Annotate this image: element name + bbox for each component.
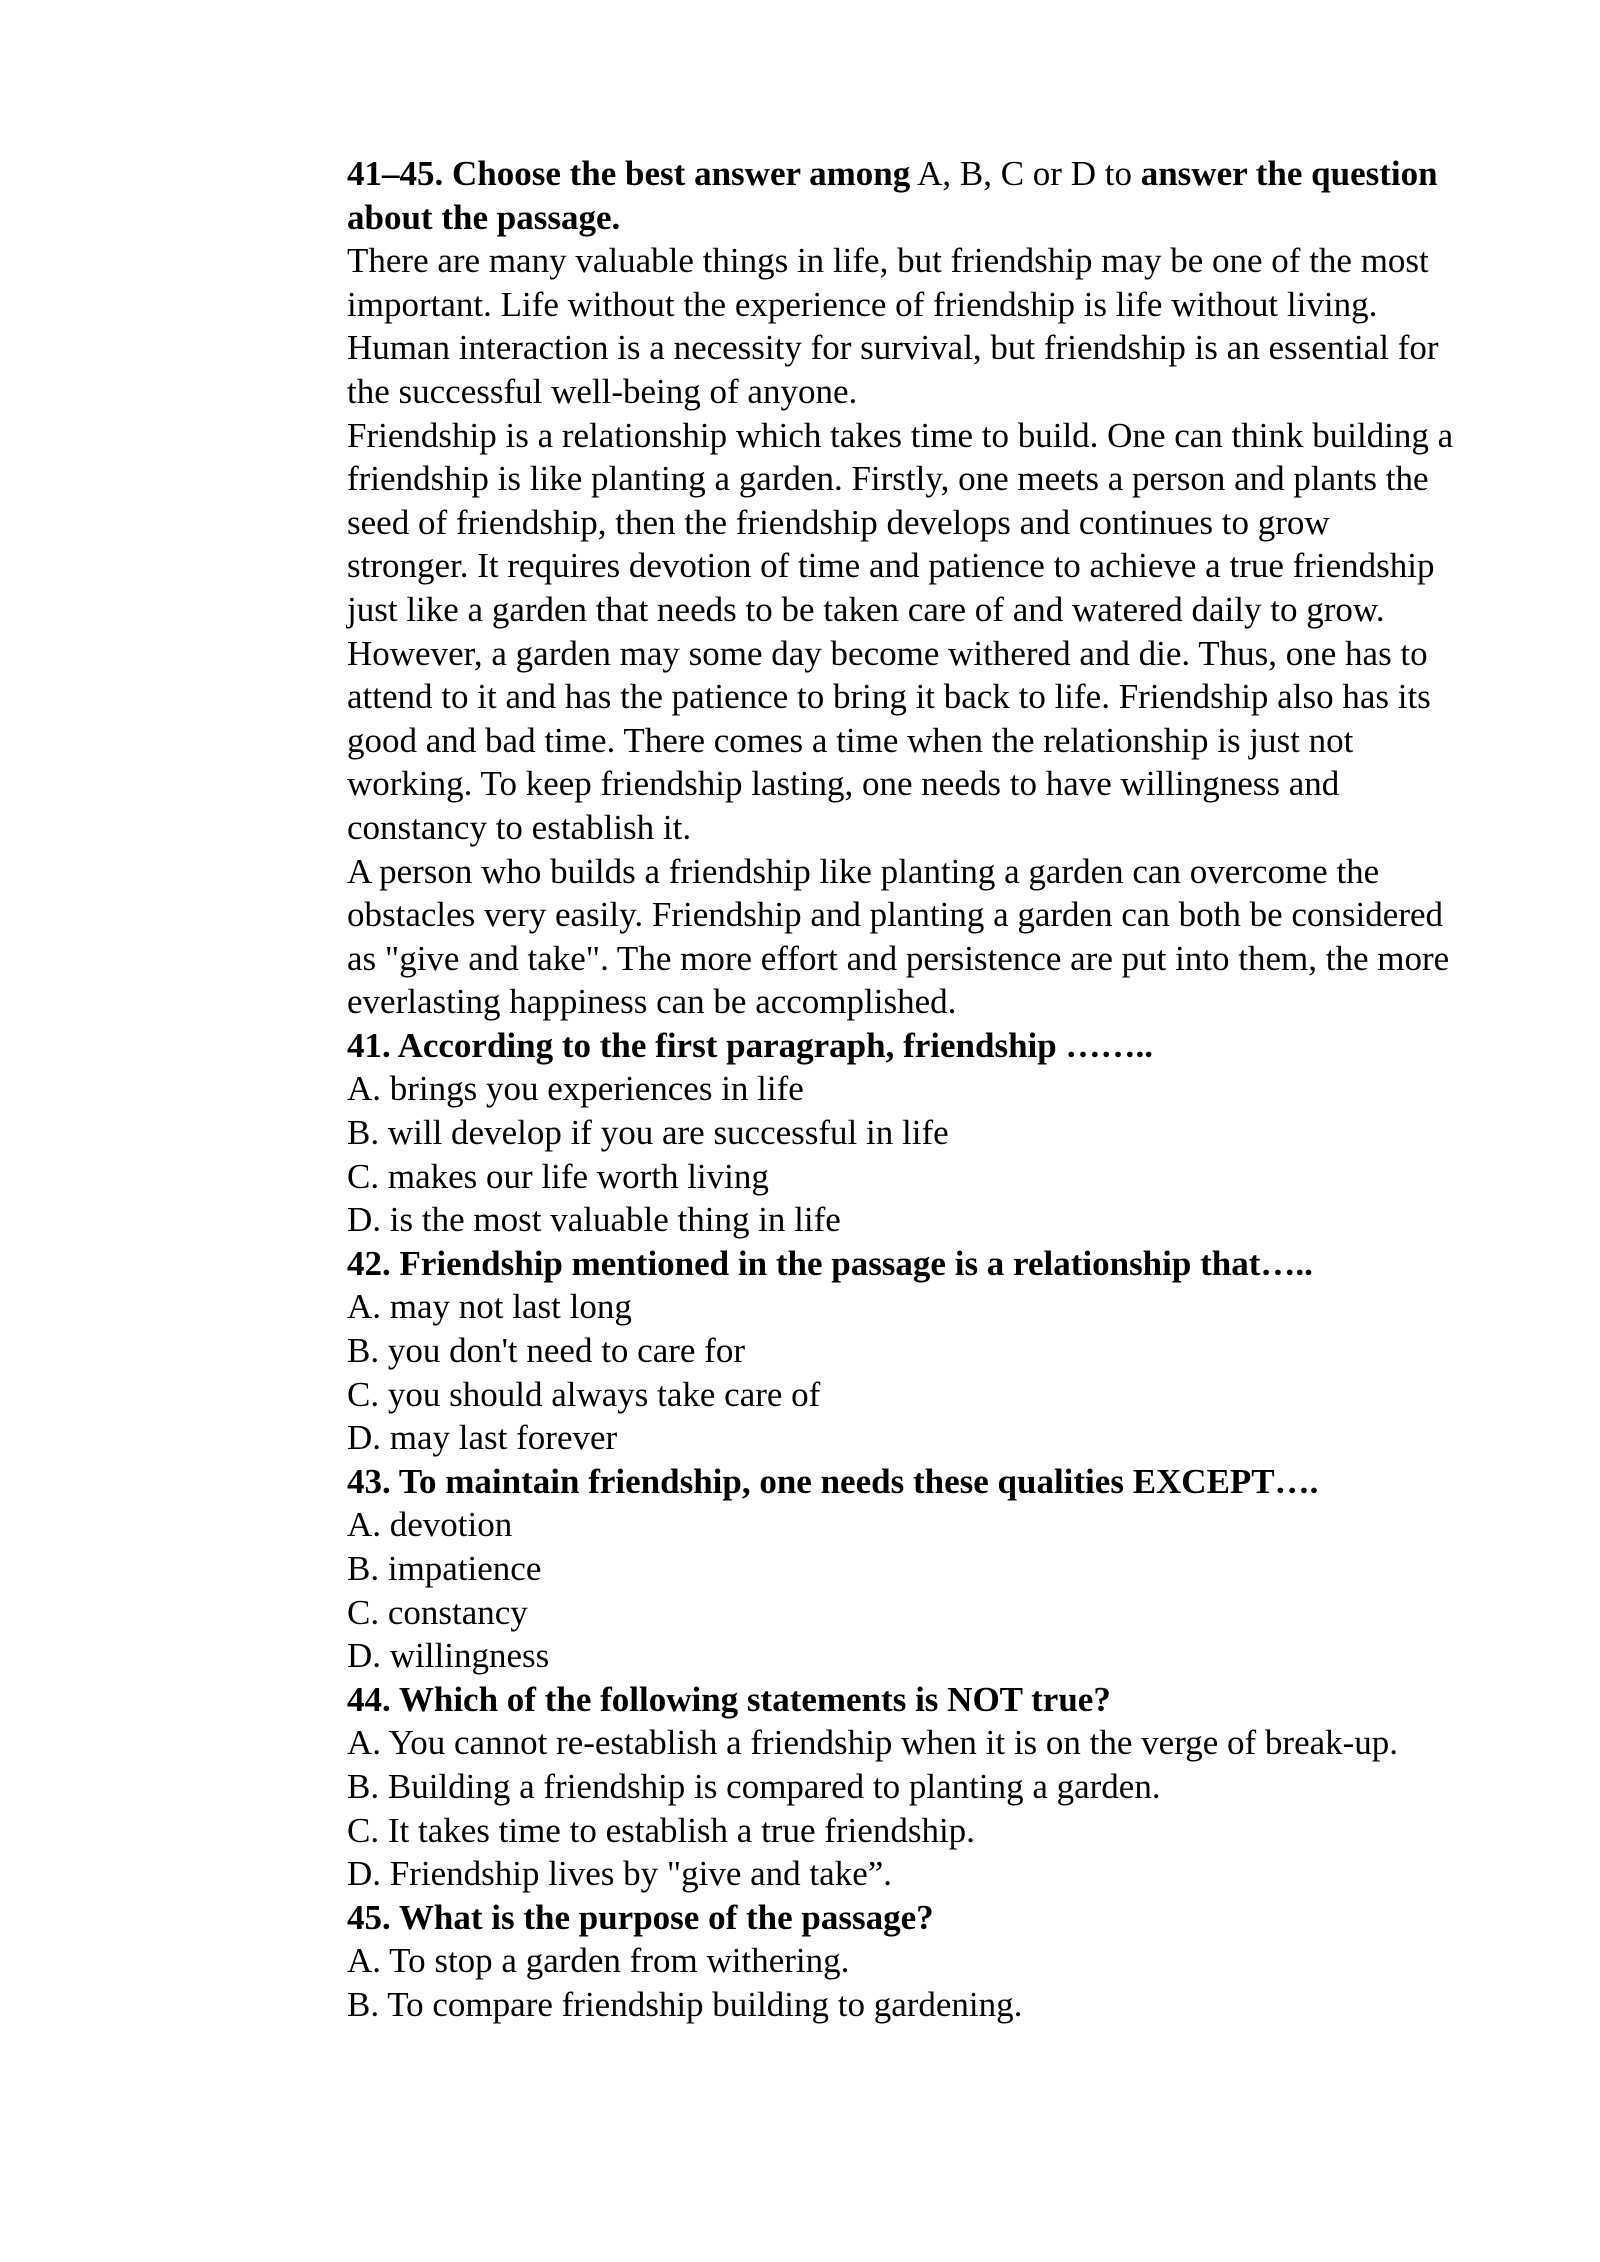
question-41 xyxy=(347,1024,1457,1242)
question-42 xyxy=(347,1242,1457,1460)
question-43 xyxy=(347,1460,1457,1678)
question-45 xyxy=(347,1896,1457,2027)
answer-option: A. You cannot re-establish a friendship when it is on the verge of break-up. xyxy=(347,1723,1399,1763)
answer-option: A. To stop a garden from withering. xyxy=(347,1941,850,1981)
instruction-bold-tail: answer the question about the passage. xyxy=(347,154,1438,237)
passage-paragraph-2: Friendship is a relationship which takes time to build. One can think building a friendship is like planting a garden. Firstly, one meets a person and plants the seed of friendship, then the friendship develops and continues to grow stronger. It requires devotion of time and patience to achieve a true friendship just like a garden that needs to be taken care of and watered daily to grow. However, a garden may some day become withered and die. Thus, one has to attend to it and has the patience to bring it back to life. Friendship also has its good and bad time. There comes a time when the relationship is just not working. To keep friendship lasting, one needs to have willingness and constancy to establish it. xyxy=(347,415,1454,847)
answer-option: B. will develop if you are successful in life xyxy=(347,1113,949,1153)
question-stem: 44. Which of the following statements is NOT true? xyxy=(347,1679,1111,1719)
instruction-bold-lead: 41–45. Choose the best answer among xyxy=(347,154,911,193)
answer-option: A. brings you experiences in life xyxy=(347,1069,804,1109)
answer-option: C. you should always take care of xyxy=(347,1374,821,1414)
answer-option: D. Friendship lives by "give and take”. xyxy=(347,1854,893,1894)
answer-option: B. Building a friendship is compared to planting a garden. xyxy=(347,1766,1161,1806)
answer-option: B. impatience xyxy=(347,1549,542,1588)
answer-option: D. willingness xyxy=(347,1636,550,1676)
answer-option: C. constancy xyxy=(347,1592,528,1632)
answer-option: A. may not last long xyxy=(347,1287,632,1327)
document-page xyxy=(347,152,1457,2027)
passage-paragraph-1: There are many valuable things in life, but friendship may be one of the most important. Life without the experience of friendship is life without living. Human interaction is a necessity for survival, but friendship is an essential for the successful well-being of anyone. xyxy=(347,241,1439,411)
question-stem: 43. To maintain friendship, one needs these qualities EXCEPT…. xyxy=(347,1461,1319,1501)
answer-option: D. may last forever xyxy=(347,1418,618,1458)
answer-option: C. It takes time to establish a true friendship. xyxy=(347,1810,975,1850)
question-stem: 45. What is the purpose of the passage? xyxy=(347,1897,934,1937)
instruction xyxy=(347,152,1457,239)
question-44 xyxy=(347,1678,1457,1896)
answer-option: B. To compare friendship building to gardening. xyxy=(347,1984,1023,2024)
answer-option: D. is the most valuable thing in life xyxy=(347,1200,841,1240)
question-stem: 41. According to the first paragraph, friendship …….. xyxy=(347,1025,1153,1065)
passage-paragraph-3: A person who builds a friendship like planting a garden can overcome the obstacles very easily. Friendship and planting a garden can both be considered as "give and take". The more effort and persistence are put into them, the more everlasting happiness can be accomplished. xyxy=(347,851,1450,1022)
answer-option: A. devotion xyxy=(347,1505,513,1545)
question-stem: 42. Friendship mentioned in the passage is a relationship that….. xyxy=(347,1243,1313,1283)
instruction-normal: A, B, C or D to xyxy=(910,154,1141,193)
answer-option: C. makes our life worth living xyxy=(347,1156,769,1196)
answer-option: B. you don't need to care for xyxy=(347,1331,745,1371)
